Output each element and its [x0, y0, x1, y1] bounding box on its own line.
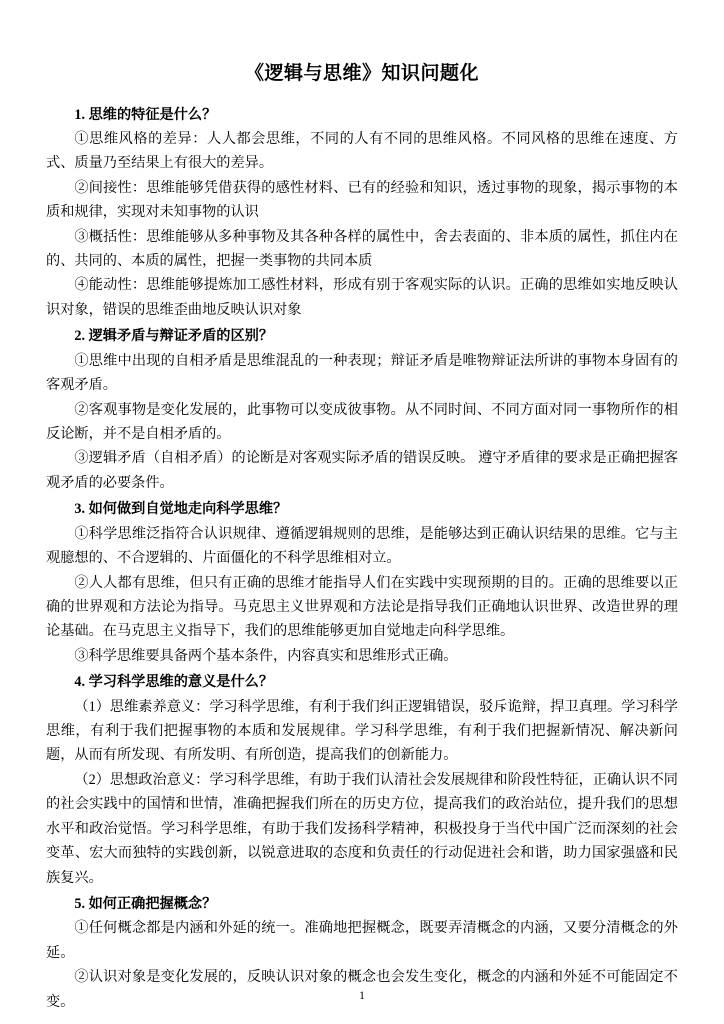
page-number: 1	[359, 990, 365, 1002]
document-body	[46, 103, 678, 1015]
body-paragraph: ②客观事物是变化发展的，此事物可以变成彼事物。从不同时间、不同方面对同一事物所作的相反论断，并不是自相矛盾的。	[46, 401, 678, 442]
body-paragraph: ②人人都有思维，但只有正确的思维才能指导人们在实践中实现预期的目的。正确的思维要以正确的世界观和方法论为指导。马克思主义世界观和方法论是指导我们正确地认识世界、改造世界的理论基础。在马克思主义指导下，我们的思维能够更加自觉地走向科学思维。	[46, 574, 678, 640]
section-heading: 2. 逻辑矛盾与辩证矛盾的区别？	[74, 328, 274, 345]
body-paragraph: （1）思维素养意义：学习科学思维，有利于我们纠正逻辑错误，驳斥诡辩，捍卫真理。学习科学思维，有利于我们把握事物的本质和发展规律。学习科学思维，有利于我们把握新情况、解决新问题，从而有所发现、有所发明、有所创造，提高我们的创新能力。	[46, 698, 678, 764]
body-paragraph: ①任何概念都是内涵和外延的统一。准确地把握概念，既要弄清概念的内涵，又要分清概念的外延。	[46, 920, 678, 961]
body-paragraph: ①思维中出现的自相矛盾是思维混乱的一种表现；辩证矛盾是唯物辩证法所讲的事物本身固有的客观矛盾。	[46, 352, 678, 394]
body-paragraph: ①科学思维泛指符合认识规律、遵循逻辑规则的思维，是能够达到正确认识结果的思维。它与主观臆想的、不合逻辑的、片面僵化的不科学思维相对立。	[46, 525, 678, 567]
body-paragraph: （2）思想政治意义：学习科学思维，有助于我们认清社会发展规律和阶段性特征，正确认识不同的社会实践中的国情和世情，准确把握我们所在的历史方位，提高我们的政治站位，提升我们的思想水平和政治觉悟。学习科学思维，有助于我们发扬科学精神，积极投身于当代中国广泛而深刻的社会变革、宏大而独特的实践创新，以锐意进取的态度和负责任的行动促进社会和谐，助力国家强盛和民族复兴。	[46, 771, 678, 886]
body-paragraph: ②间接性：思维能够凭借获得的感性材料、已有的经验和知识，透过事物的现象，揭示事物的本质和规律，实现对未知事物的认识	[46, 179, 678, 221]
body-paragraph: ③概括性：思维能够从多种事物及其各种各样的属性中，舍去表面的、非本质的属性，抓住内在的、共同的、本质的属性，把握一类事物的共同本质	[46, 228, 678, 270]
body-paragraph: ③科学思维要具备两个基本条件，内容真实和思维形式正确。	[74, 647, 458, 664]
body-paragraph: ④能动性：思维能够提炼加工感性材料，形成有别于客观实际的认识。正确的思维如实地反映认识对象，错误的思维歪曲地反映认识对象	[46, 277, 678, 318]
section-heading: 3. 如何做到自觉地走向科学思维？	[74, 501, 288, 518]
body-paragraph: ②认识对象是变化发展的，反映认识对象的概念也会发生变化，概念的内涵和外延不可能固定不变。	[46, 969, 678, 1010]
body-paragraph: ③逻辑矛盾（自相矛盾）的论断是对客观实际矛盾的错误反映。 遵守矛盾律的要求是正确把握客观矛盾的必要条件。	[46, 450, 678, 491]
page-title: 《逻辑与思维》知识问题化	[244, 63, 479, 84]
section-heading: 4. 学习科学思维的意义是什么？	[74, 674, 274, 691]
body-paragraph: ①思维风格的差异：人人都会思维，不同的人有不同的思维风格。不同风格的思维在速度、方式、质量乃至结果上有很大的差异。	[46, 130, 678, 172]
section-heading: 5. 如何正确把握概念？	[74, 896, 217, 912]
section-heading: 1. 思维的特征是什么？	[74, 106, 217, 123]
